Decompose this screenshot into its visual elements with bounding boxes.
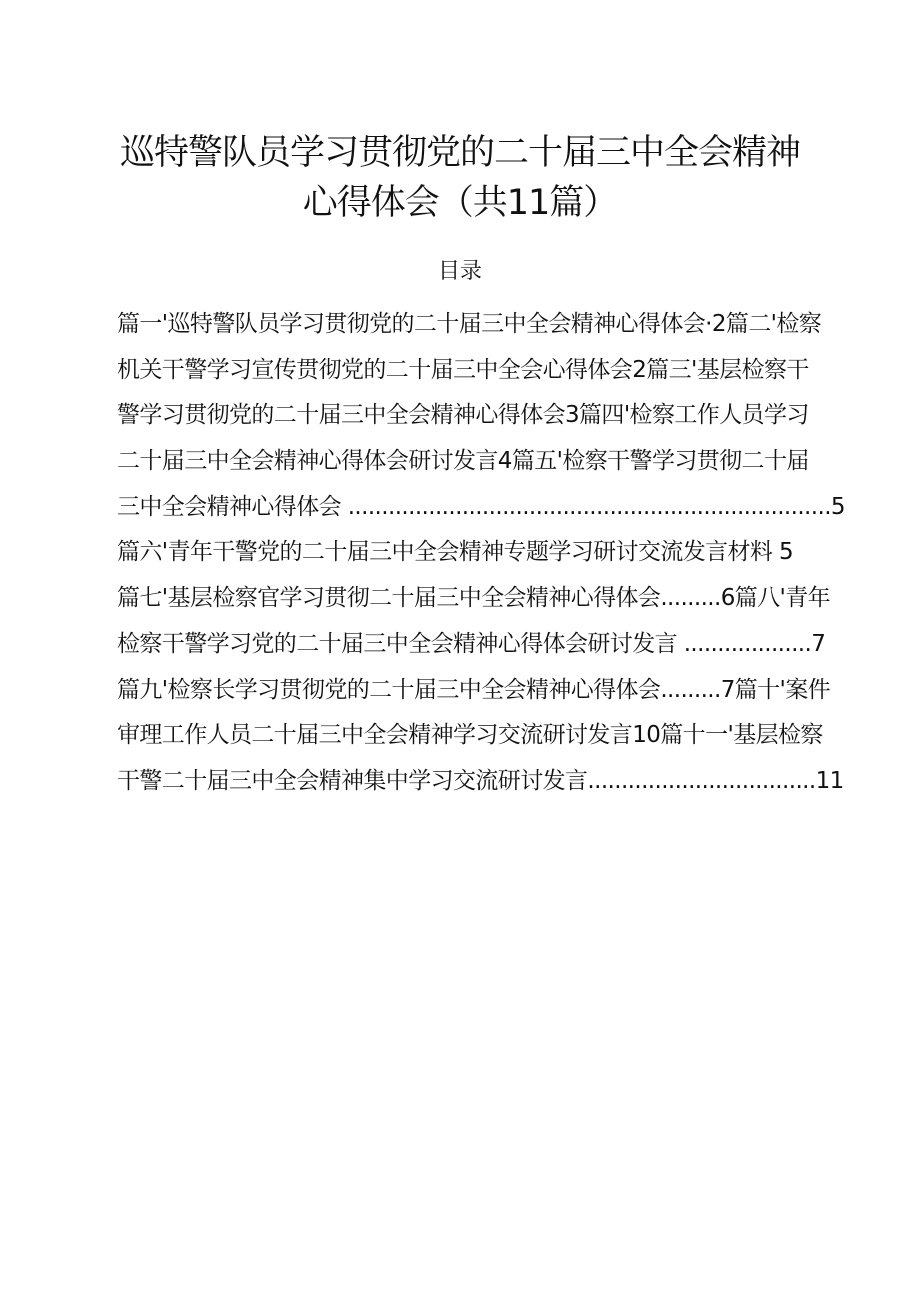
toc-line: 篇一'巡特警队员学习贯彻党的二十届三中全会精神心得体会·2篇二'检察 [117, 311, 822, 337]
toc-line: 篇六'青年干警党的二十届三中全会精神专题学习研讨交流发言材料 5 [117, 539, 794, 566]
table-of-contents [117, 305, 857, 808]
toc-line: 三中全会精神心得体会 ........................................................................5 [117, 493, 845, 520]
toc-line: 篇九'检察长学习贯彻党的二十届三中全会精神心得体会.........7篇十'案件 [117, 676, 831, 703]
toc-line: 二十届三中全会精神心得体会研讨发言4篇五'检察干警学习贯彻二十届 [117, 448, 809, 475]
toc-line: 干警二十届三中全会精神集中学习交流研讨发言..................................11 [117, 767, 844, 794]
toc-line: 审理工作人员二十届三中全会精神学习交流研讨发言10篇十一'基层检察 [117, 722, 823, 749]
toc-heading: 目录 [437, 259, 482, 284]
toc-line: 篇七'基层检察官学习贯彻二十届三中全会精神心得体会.........6篇八'青年 [117, 585, 831, 612]
toc-line: 检察干警学习党的二十届三中全会精神心得体会研讨发言 ...................7 [117, 630, 826, 657]
toc-line: 警学习贯彻党的二十届三中全会精神心得体会3篇四'检察工作人员学习 [117, 402, 809, 429]
toc-line: 机关干警学习宣传贯彻党的二十届三中全会心得体会2篇三'基层检察干 [117, 356, 809, 383]
document-title-line-2: 心得体会（共11篇） [302, 183, 618, 223]
document-title-line-1: 巡特警队员学习贯彻党的二十届三中全会精神 [119, 133, 800, 173]
